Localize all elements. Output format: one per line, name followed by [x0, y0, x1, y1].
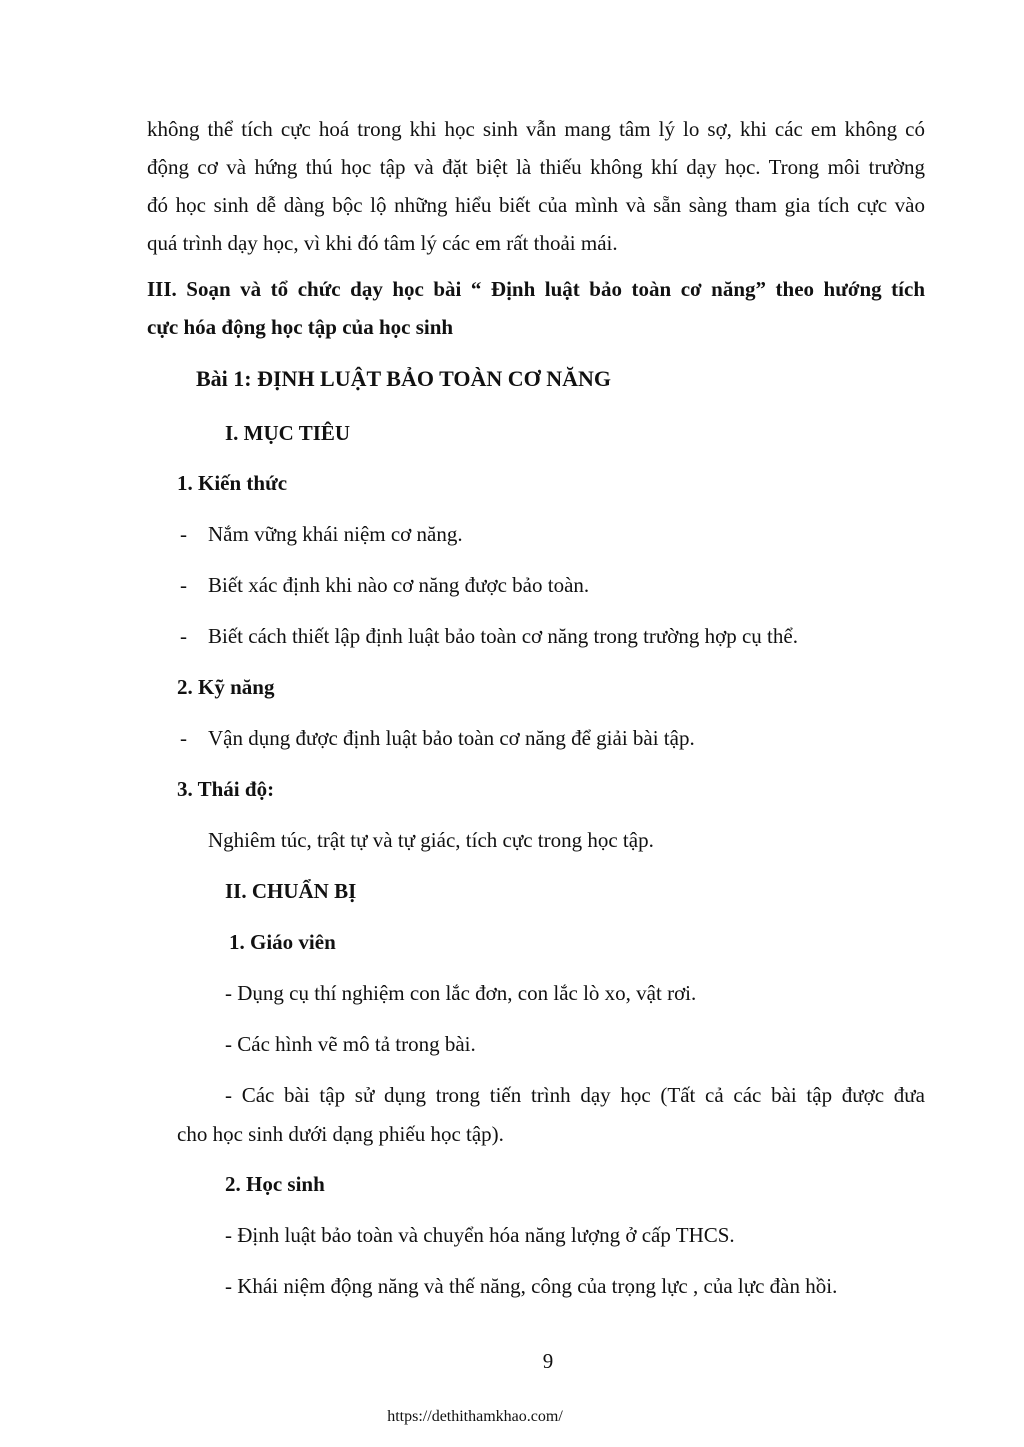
student-item-2: - Khái niệm động năng và thế năng, công của trọng lực , của lực đàn hồi. [225, 1274, 838, 1298]
objectives-heading: I. MỤC TIÊU [225, 421, 351, 445]
section-heading-line-2: cực hóa động học tập của học sinh [147, 315, 454, 339]
knowledge-heading: 1. Kiến thức [177, 471, 288, 495]
intro-line-3: đó học sinh dễ dàng bộc lộ những hiểu biết của mình và sẵn sàng tham gia tích cực vào [147, 193, 925, 217]
knowledge-bullet-1: - [180, 522, 187, 546]
knowledge-item-2: Biết xác định khi nào cơ năng được bảo toàn. [208, 573, 590, 597]
attitude-text: Nghiêm túc, trật tự và tự giác, tích cực trong học tập. [208, 828, 654, 852]
student-item-1: - Định luật bảo toàn và chuyển hóa năng lượng ở cấp THCS. [225, 1223, 735, 1247]
teacher-item-3-line-2: cho học sinh dưới dạng phiếu học tập). [177, 1122, 504, 1146]
student-heading: 2. Học sinh [225, 1172, 325, 1196]
teacher-heading: 1. Giáo viên [229, 930, 336, 954]
lesson-title: Bài 1: ĐỊNH LUẬT BẢO TOÀN CƠ NĂNG [196, 366, 612, 391]
intro-line-1: không thể tích cực hoá trong khi học sinh vẫn mang tâm lý lo sợ, khi các em không có [147, 117, 925, 141]
section-heading-line-1: III. Soạn và tổ chức dạy học bài “ Định luật bảo toàn cơ năng” theo hướng tích [147, 277, 925, 301]
attitude-heading: 3. Thái độ: [177, 777, 275, 801]
knowledge-bullet-3: - [180, 624, 187, 648]
footer-url[interactable]: https://dethithamkhao.com/ [387, 1408, 563, 1425]
skills-bullet-1: - [180, 726, 187, 750]
knowledge-item-1: Nắm vững khái niệm cơ năng. [208, 522, 463, 546]
knowledge-item-3: Biết cách thiết lập định luật bảo toàn cơ năng trong trường hợp cụ thể. [208, 624, 798, 648]
teacher-item-2: - Các hình vẽ mô tả trong bài. [225, 1032, 476, 1056]
intro-line-4: quá trình dạy học, vì khi đó tâm lý các em rất thoải mái. [147, 231, 618, 255]
page-number: 9 [542, 1349, 554, 1373]
intro-line-2: động cơ và hứng thú học tập và đặt biệt là thiếu không khí dạy học. Trong môi trường [147, 155, 925, 179]
teacher-item-1: - Dụng cụ thí nghiệm con lắc đơn, con lắc lò xo, vật rơi. [225, 981, 697, 1005]
skills-item-1: Vận dụng được định luật bảo toàn cơ năng để giải bài tập. [208, 726, 695, 750]
skills-heading: 2. Kỹ năng [177, 675, 275, 699]
knowledge-bullet-2: - [180, 573, 187, 597]
preparation-heading: II. CHUẨN BỊ [225, 879, 357, 903]
teacher-item-3-line-1: - Các bài tập sử dụng trong tiến trình dạy học (Tất cả các bài tập được đưa [225, 1083, 925, 1107]
